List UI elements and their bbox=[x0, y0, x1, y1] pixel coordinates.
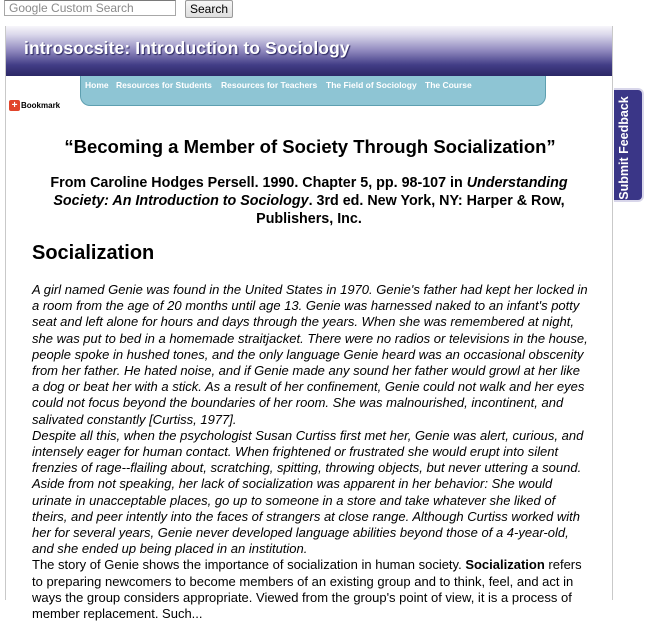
submit-feedback-label: Submit Feedback bbox=[617, 96, 631, 200]
paragraph-3-prefix: The story of Genie shows the importance of socialization in human society. bbox=[32, 557, 466, 573]
paragraph-curtiss: Despite all this, when the psychologist Susan Curtiss first met her, Genie was alert, curious, and intensely eager for human contact. When frightened or frustrated she would erupt into silent frenzies of rage--flailing about, scratching, spitting, throwing objects, but never uttering a sound. Aside from not speaking, her lack of socialization was apparent in her behavior: She would urinate in unacceptable places, go up to someone in a store and take whatever she liked of theirs, and peer intently into the faces of strangers at close range. Although Curtiss worked with her for several years, Genie never developed language abilities beyond those of a 4-year-old, and she ended up being placed in an institution. bbox=[32, 427, 584, 557]
site-title[interactable]: introsocsite: Introduction to Sociology bbox=[24, 38, 350, 58]
article-body bbox=[32, 282, 588, 622]
submit-feedback-tab[interactable] bbox=[614, 88, 644, 202]
nav-item-field-of-sociology[interactable]: The Field of Sociology bbox=[326, 80, 417, 90]
citation-suffix: . 3rd ed. New York, NY: Harper & Row, Publishers, Inc. bbox=[256, 193, 565, 227]
paragraph-socialization-definition bbox=[32, 557, 588, 622]
socialization-term: Socialization bbox=[465, 557, 545, 573]
bookmark-button[interactable] bbox=[9, 99, 60, 111]
bookmark-label: Bookmark bbox=[21, 100, 61, 110]
nav-item-home[interactable]: Home bbox=[85, 80, 109, 90]
citation-prefix: From Caroline Hodges Persell. 1990. Chapter 5, pp. 98-107 in bbox=[50, 175, 467, 191]
article-title: “Becoming a Member of Society Through Socialization” bbox=[64, 136, 556, 157]
section-heading: Socialization bbox=[32, 242, 155, 264]
main-navigation bbox=[80, 76, 546, 106]
plus-icon: + bbox=[9, 100, 20, 111]
nav-item-resources-teachers[interactable]: Resources for Teachers bbox=[221, 80, 318, 90]
search-input[interactable] bbox=[4, 0, 176, 16]
paragraph-genie-story: A girl named Genie was found in the United States in 1970. Genie's father had kept her locked in a room from the age of 20 months until age 13. Genie was harnessed naked to an infant's potty seat and left alone for hours and days through the years. When she was remembered at night, she was put to bed in a homemade straitjacket. There were no radios or televisions in the house, people spoke in hushed tones, and the only language Genie heard was an occasional obscenity from her father. He hated noise, and if Genie made any sound her father would growl at her like a dog or beat her with a stick. As a result of her confinement, Genie could not walk and her eyes could not focus beyond the boundaries of her room. She was malnourished, incontinent, and salivated constantly [Curtiss, 1977]. bbox=[32, 282, 588, 427]
citation-book-title: Understanding Society: An Introduction to Sociology bbox=[53, 175, 568, 209]
nav-item-the-course[interactable]: The Course bbox=[425, 80, 472, 90]
paragraph-3-suffix: refers to preparing newcomers to become members of an existing group and to think, feel, and act in ways the group considers appropriate. Viewed from the group's point of view, it is a process of member replacement. Such... bbox=[32, 557, 582, 622]
article-citation bbox=[40, 174, 578, 228]
nav-item-resources-students[interactable]: Resources for Students bbox=[116, 80, 212, 90]
search-button[interactable]: Search bbox=[185, 0, 233, 18]
